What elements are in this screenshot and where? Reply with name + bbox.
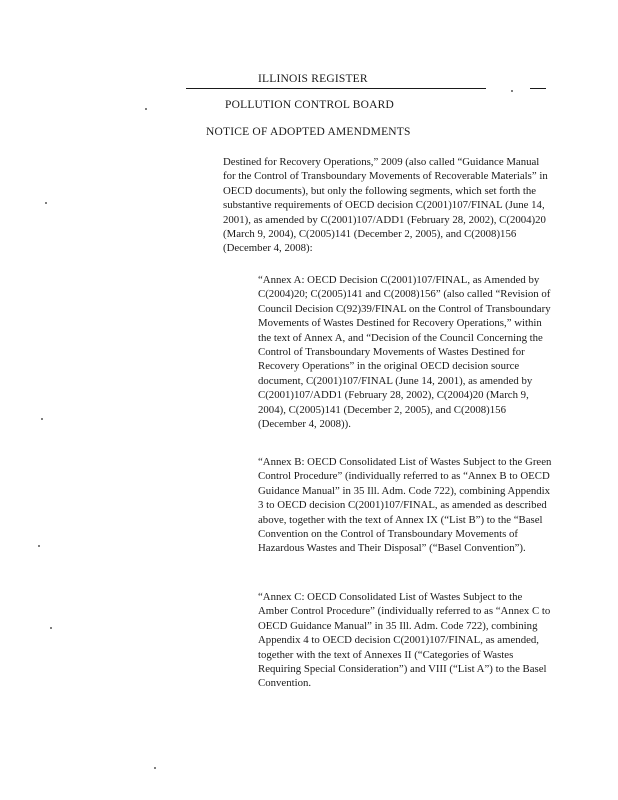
scan-speck [50, 627, 52, 629]
annex-c-paragraph: “Annex C: OECD Consolidated List of Wastes Subject to the Amber Control Procedure” (individually referred to as “Annex C to OECD Guidance Manual” in 35 Ill. Adm. Code 722), combining Appendix 4 to OECD decision C(2001)107/FINAL, as amended, together with the text of Annexes II (“Categories of Wastes Requiring Special Consideration”) and VIII (“List A”) to the Basel Convention. [258, 591, 551, 690]
scan-speck [38, 545, 40, 547]
scan-speck [45, 202, 47, 204]
scan-speck [511, 90, 513, 92]
header-rule [186, 88, 486, 89]
scan-speck [154, 767, 156, 769]
scan-speck [145, 108, 147, 110]
annex-b-paragraph: “Annex B: OECD Consolidated List of Wastes Subject to the Green Control Procedure” (individually referred to as “Annex B to OECD Guidance Manual” in 35 Ill. Adm. Code 722), combining Appendix 3 to OECD decision C(2001)107/FINAL, as amended as described above, together with the text of Annex IX (“List B”) to the “Basel Convention on the Control of Transboundary Movements of Hazardous Wastes and Their Disposal” (“Basel Convention”). [258, 456, 552, 555]
annex-a-paragraph: “Annex A: OECD Decision C(2001)107/FINAL, as Amended by C(2004)20; C(2005)141 and C(2008)156” (also called “Revision of Council Decision C(92)39/FINAL on the Control of Transboundary Movements of Wastes Destined for Recovery Operations,” within the text of Annex A, and “Decision of the Council Concerning the Control of Transboundary Movements of Wastes Destined for Recovery Operations” in the original OECD decision source document, C(2001)107/FINAL (June 14, 2001), as amended by C(2001)107/ADD1 (February 28, 2002), C(2004)20 (March 9, 2004), C(2005)141 (December 2, 2005), and C(2008)156 (December 4, 2008)). [258, 274, 551, 431]
board-title: POLLUTION CONTROL BOARD [225, 99, 395, 111]
scan-speck [41, 418, 43, 420]
notice-title: NOTICE OF ADOPTED AMENDMENTS [206, 126, 411, 138]
intro-paragraph: Destined for Recovery Operations,” 2009 (also called “Guidance Manual for the Control of Transboundary Movements of Recoverable Materials” in OECD documents), but only the following segments, which set forth the substantive requirements of OECD decision C(2001)107/FINAL (June 14, 2001), as amended by C(2001)107/ADD1 (February 28, 2002), C(2004)20 (March 9, 2004), C(2005)141 (December 2, 2005), and C(2008)156 (December 4, 2008): [223, 156, 548, 255]
register-title: ILLINOIS REGISTER [258, 73, 368, 85]
header-rule-short [530, 88, 546, 89]
